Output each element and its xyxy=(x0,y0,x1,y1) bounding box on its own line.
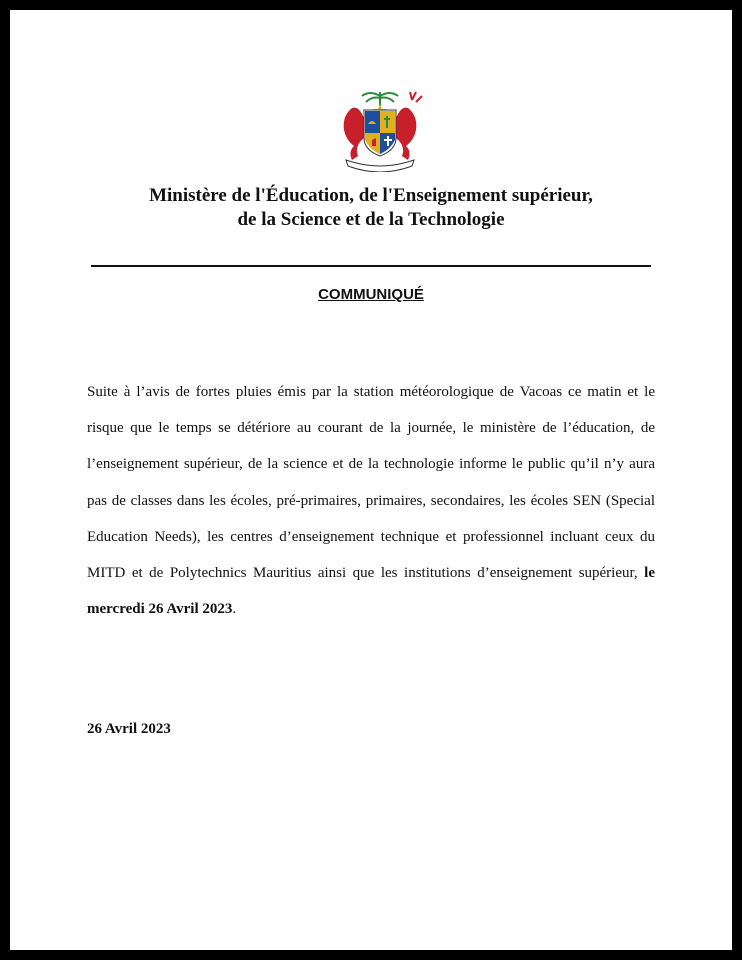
body-emphasis-date: le mercredi 26 Avril 2023 xyxy=(87,565,655,618)
communique-body xyxy=(87,374,655,627)
communique-heading: COMMUNIQUÉ xyxy=(318,286,424,303)
communique-date: 26 Avril 2023 xyxy=(87,721,171,737)
ministry-name-line-1: Ministère de l'Éducation, de l'Enseignement supérieur, xyxy=(149,185,593,206)
coat-of-arms-icon xyxy=(332,88,428,172)
body-text: Suite à l’avis de fortes pluies émis par la station météorologique de Vacoas ce matin et le risque que le temps se détériore au courant de la journée, le ministère de l’éducation, de l’enseignement supérieur, de la science et de la technologie informe le public qu’il n’y aura pas de classes dans les écoles, pré-primaires, primaires, secondaires, les écoles SEN (Special Education Needs), les centres d’enseignement technique et professionnel incluant ceux du MITD et de Polytechnics Mauritius ainsi que les institutions d’enseignement supérieur, xyxy=(87,384,655,582)
communique-page xyxy=(10,10,732,950)
ministry-name-line-2: de la Science et de la Technologie xyxy=(237,209,505,230)
body-end-punctuation: . xyxy=(232,601,237,618)
header-divider xyxy=(91,265,651,267)
ministry-name xyxy=(10,184,732,232)
